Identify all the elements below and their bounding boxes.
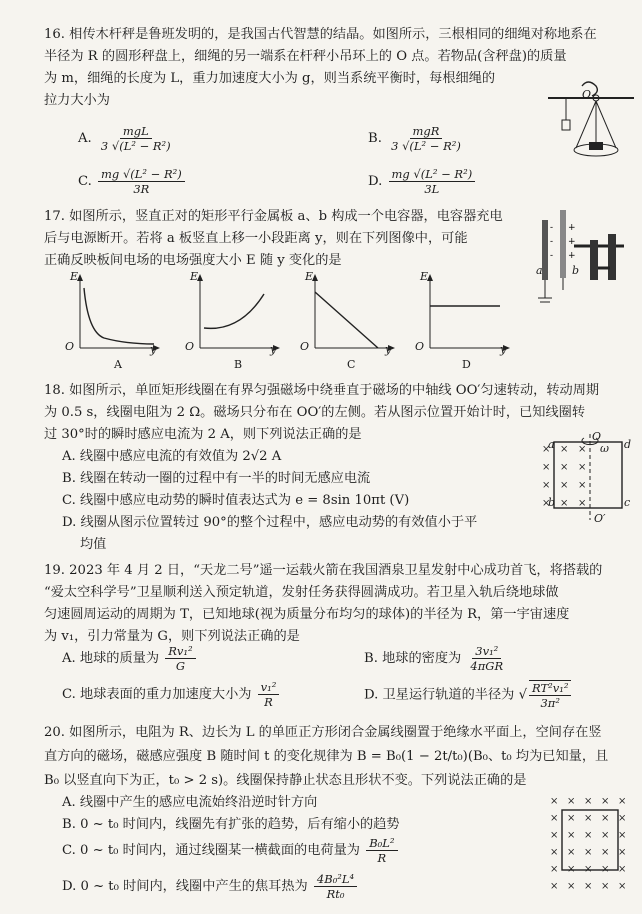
svg-text:×: ×	[578, 444, 587, 455]
q16-c-den: 3R	[133, 182, 150, 196]
q20-line-1: 20. 如图所示，电阻为 R、边长为 L 的单匝正方形闭合金属线圈置于绝缘水平面上，空间存在竖	[44, 725, 602, 740]
q20-d-num: 4B₀²L⁴	[314, 872, 357, 887]
q16-b-den: 3 √(L² − R²)	[391, 139, 461, 153]
q19-a-num: Rv₁²	[165, 644, 195, 659]
graph-b-origin: O	[185, 340, 195, 353]
q18-option-a: A. 线圈中感应电流的有效值为 2√2 A	[62, 449, 282, 464]
q16-b-num: mgR	[410, 124, 443, 139]
coil-c-label: c	[624, 496, 631, 509]
graph-b	[197, 274, 280, 351]
field-x-mark: ×	[567, 881, 576, 892]
q19-line-4: 为 v₁，引力常量为 G，则下列说法正确的是	[44, 629, 300, 644]
graph-c	[312, 274, 395, 351]
svg-text:-: -	[550, 223, 554, 233]
graph-c-y-label: y	[385, 343, 392, 356]
field-x-mark: ×	[550, 847, 559, 858]
field-x-mark: ×	[584, 796, 593, 807]
q16-option-a	[78, 124, 176, 153]
q20-c-den: R	[377, 851, 387, 865]
svg-text:-: -	[550, 237, 554, 247]
graph-c-caption: C	[347, 358, 356, 371]
q16-c-label: C.	[78, 174, 92, 189]
field-x-mark: ×	[601, 847, 610, 858]
field-x-mark: ×	[550, 796, 559, 807]
field-x-mark: ×	[618, 881, 627, 892]
graph-d-origin: O	[415, 340, 425, 353]
graph-d-caption: D	[462, 358, 471, 371]
q16-option-b	[368, 124, 466, 153]
steelyard-o-label: O	[582, 88, 592, 101]
field-x-mark: ×	[567, 864, 576, 875]
q16-line-2: 半径为 R 的圆形秤盘上，细绳的另一端系在杆秤小吊环上的 O 点。若物品(含秤盘)的质量	[44, 49, 567, 64]
q20-c-num: B₀L²	[366, 836, 397, 851]
q19-line-1: 19. 2023 年 4 月 2 日，“天龙二号”遥一运载火箭在我国酒泉卫星发射中心成功首飞，将搭载的	[44, 563, 603, 578]
q16-line-4: 拉力大小为	[44, 93, 110, 108]
q20-option-c	[62, 836, 400, 865]
svg-text:×: ×	[578, 480, 587, 491]
q17-line-2: 后与电源断开。若将 a 板竖直上移一小段距离 y，则在下列图像中，可能	[44, 231, 468, 246]
q18-option-c: C. 线圈中感应电动势的瞬时值表达式为 e = 8sin 10πt (V)	[62, 493, 410, 508]
svg-text:×: ×	[542, 498, 551, 509]
graph-b-caption: B	[234, 358, 243, 371]
graph-d-e-label: E	[420, 270, 429, 283]
graph-a	[77, 274, 160, 351]
field-x-mark: ×	[601, 796, 610, 807]
q20-d-den: Rt₀	[326, 887, 345, 901]
graph-a-e-label: E	[70, 270, 79, 283]
q16-line-3: 为 m，细绳的长度为 L，重力加速度大小为 g，则当系统平衡时，每根细绳的	[44, 71, 496, 86]
field-x-mark: ×	[584, 864, 593, 875]
q19-d-pre: D. 卫星运行轨道的半径为	[364, 687, 515, 703]
field-x-mark: ×	[550, 830, 559, 841]
field-x-mark: ×	[567, 813, 576, 824]
capacitor-figure	[532, 206, 632, 316]
svg-text:×: ×	[542, 480, 551, 491]
svg-text:×: ×	[560, 498, 569, 509]
q20-line-3: B₀ 以竖直向下为正，t₀ > 2 s)。线圈保持静止状态且形状不变。下列说法正确的是	[44, 773, 527, 788]
coil-omega-label: ω	[600, 442, 609, 455]
q19-option-c	[62, 680, 281, 709]
q16-a-num: mgL	[120, 124, 152, 139]
q18-line-3: 过 30°时的瞬时感应电流为 2 A，则下列说法正确的是	[44, 427, 362, 442]
q16-line-1: 16. 相传木杆秤是鲁班发明的，是我国古代智慧的结晶。如图所示，三根相同的细绳对称地系在	[44, 27, 597, 42]
capacitor-b-label: b	[572, 264, 580, 277]
q19-c-den: R	[264, 695, 273, 709]
field-x-mark: ×	[550, 881, 559, 892]
q20-line-2: 直方向的磁场，磁感应强度 B 随时间 t 的变化规律为 B = B₀(1 − 2t/t₀)(B₀、t₀ 均为已知量，且	[44, 749, 609, 764]
q17-line-3: 正确反映板间电场的电场强度大小 E 随 y 变化的是	[44, 253, 342, 268]
q19-b-den: 4πGR	[470, 659, 504, 673]
field-x-mark: ×	[601, 864, 610, 875]
field-x-mark: ×	[584, 847, 593, 858]
q19-a-pre: A. 地球的质量为	[62, 651, 160, 666]
field-x-mark: ×	[618, 864, 627, 875]
graph-d-y-label: y	[500, 343, 507, 356]
q19-line-3: 匀速圆周运动的周期为 T，已知地球(视为质量分布均匀的球体)的半径为 R，第一宇宙速度	[44, 607, 570, 622]
q18-option-b: B. 线圈在转动一圈的过程中有一半的时间无感应电流	[62, 471, 371, 486]
field-x-mark: ×	[584, 881, 593, 892]
graph-a-caption: A	[114, 358, 122, 371]
coil-o-label: O	[592, 430, 602, 443]
field-x-mark: ×	[550, 813, 559, 824]
q19-option-a	[62, 644, 198, 673]
coil-d-label: d	[624, 438, 632, 451]
q19-b-pre: B. 地球的密度为	[364, 651, 462, 666]
q18-option-d-cont: 均值	[80, 537, 107, 552]
svg-text:×: ×	[578, 462, 587, 473]
capacitor-a-label: a	[536, 264, 543, 277]
q19-c-num: v₁²	[258, 680, 280, 695]
field-x-mark: ×	[567, 847, 576, 858]
field-x-mark: ×	[584, 813, 593, 824]
field-x-mark: ×	[567, 796, 576, 807]
q20-option-d	[62, 872, 359, 901]
field-x-mark: ×	[584, 830, 593, 841]
field-x-mark: ×	[601, 813, 610, 824]
q19-c-pre: C. 地球表面的重力加速度大小为	[62, 687, 252, 702]
svg-text:+: +	[568, 251, 576, 261]
field-x-mark: ×	[618, 830, 627, 841]
svg-text:×: ×	[578, 498, 587, 509]
graph-b-y-label: y	[270, 343, 277, 356]
q16-option-c	[78, 167, 187, 196]
q19-line-2: “爱太空科学号”卫星顺利送入预定轨道，发射任务获得圆满成功。若卫星入轨后绕地球做	[44, 585, 559, 600]
coil-o2-label: O′	[594, 512, 606, 525]
field-x-mark: ×	[618, 796, 627, 807]
coil-a-label: a	[548, 438, 555, 451]
q16-d-den: 3L	[424, 182, 440, 196]
q16-d-num: mg √(L² − R²)	[389, 167, 476, 182]
field-x-mark: ×	[601, 881, 610, 892]
svg-text:+: +	[568, 223, 576, 233]
graph-b-e-label: E	[190, 270, 199, 283]
q19-b-num: 3v₁²	[472, 644, 501, 659]
q18-option-d: D. 线圈从图示位置转过 90°的整个过程中，感应电动势的有效值小于平	[62, 515, 478, 530]
q20-option-b: B. 0 ~ t₀ 时间内，线圈先有扩张的趋势，后有缩小的趋势	[62, 817, 400, 832]
square-coil-figure	[546, 792, 632, 900]
q19-d-den: 3π²	[540, 696, 560, 710]
q19-option-d: D. 卫星运行轨道的半径为 √ $\frac{\text{RT²v₁²}}{\text{3π²}}$	[364, 680, 573, 710]
graph-c-origin: O	[300, 340, 310, 353]
q16-c-num: mg √(L² − R²)	[98, 167, 185, 182]
graph-c-e-label: E	[305, 270, 314, 283]
q17-graphs	[60, 270, 520, 374]
q16-a-label: A.	[78, 131, 92, 146]
graph-a-origin: O	[65, 340, 75, 353]
svg-text:×: ×	[542, 444, 551, 455]
field-x-mark: ×	[567, 830, 576, 841]
graph-a-y-label: y	[150, 343, 157, 356]
field-x-mark: ×	[550, 864, 559, 875]
q20-option-a: A. 线圈中产生的感应电流始终沿逆时针方向	[62, 795, 318, 810]
field-x-mark: ×	[618, 813, 627, 824]
svg-text:+: +	[568, 237, 576, 247]
q18-line-2: 为 0.5 s，线圈电阻为 2 Ω。磁场只分布在 OO′的左侧。若从图示位置开始计时，已知线圈转	[44, 405, 586, 420]
svg-text:×: ×	[542, 462, 551, 473]
graph-d	[427, 274, 510, 351]
svg-text:-: -	[550, 251, 554, 261]
q16-a-den: 3 √(L² − R²)	[100, 139, 171, 153]
svg-text:×: ×	[560, 444, 569, 455]
svg-text:×: ×	[560, 480, 569, 491]
q16-option-d	[368, 167, 477, 196]
field-x-mark: ×	[601, 830, 610, 841]
q19-a-den: G	[175, 659, 186, 673]
svg-text:×: ×	[560, 462, 569, 473]
q18-line-1: 18. 如图所示，单匝矩形线圈在有界匀强磁场中绕垂直于磁场的中轴线 OO′匀速转动，转动周期	[44, 383, 600, 398]
q17-line-1: 17. 如图所示，竖直正对的矩形平行金属板 a、b 构成一个电容器，电容器充电	[44, 209, 503, 224]
q20-d-pre: D. 0 ~ t₀ 时间内，线圈中产生的焦耳热为	[62, 879, 308, 894]
q16-d-label: D.	[368, 174, 383, 189]
q16-b-label: B.	[368, 131, 382, 146]
q20-c-pre: C. 0 ~ t₀ 时间内，通过线圈某一横截面的电荷量为	[62, 843, 360, 858]
q19-option-b	[364, 644, 508, 673]
coil-b-label: b	[548, 496, 556, 509]
q19-d-num: RT²v₁²	[529, 681, 571, 696]
field-x-mark: ×	[618, 847, 627, 858]
